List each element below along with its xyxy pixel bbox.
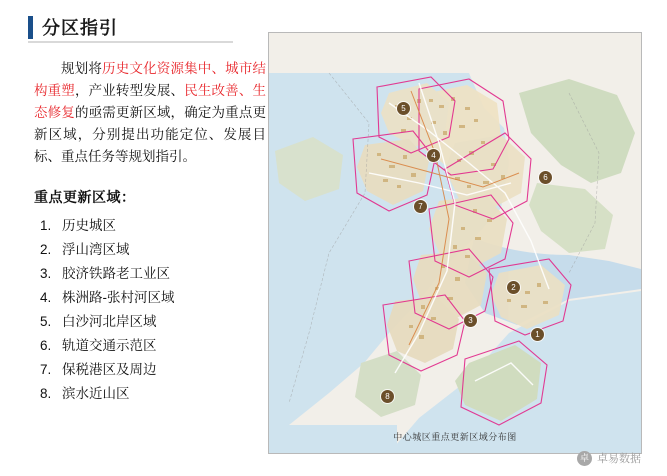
list-item-label: 株洲路-张村河区域 bbox=[62, 290, 175, 305]
list-item bbox=[34, 238, 266, 262]
map-panel bbox=[268, 32, 642, 454]
map-marker-5[interactable]: 5 bbox=[397, 102, 410, 115]
list-item bbox=[34, 382, 266, 406]
map-marker-6[interactable]: 6 bbox=[539, 171, 552, 184]
map-marker-7[interactable]: 7 bbox=[414, 200, 427, 213]
list-item bbox=[34, 310, 266, 334]
intro-segment-3: 民生改善、生态修复 bbox=[34, 83, 266, 120]
list-item-number: 1. bbox=[40, 218, 52, 233]
brand-name: 卓易数据 bbox=[597, 453, 641, 465]
page-title bbox=[28, 14, 118, 40]
list-item-label: 浮山湾区域 bbox=[62, 242, 130, 257]
list-item-number: 7. bbox=[40, 362, 52, 377]
list-item bbox=[34, 262, 266, 286]
map-marker-2[interactable]: 2 bbox=[507, 281, 520, 294]
map-marker-1[interactable]: 1 bbox=[531, 328, 544, 341]
content-column bbox=[34, 58, 266, 406]
map-caption: 中心城区重点更新区域分布图 bbox=[393, 432, 517, 442]
list-item-number: 3. bbox=[40, 266, 52, 281]
list-item-label: 轨道交通示范区 bbox=[62, 338, 157, 353]
intro-paragraph bbox=[34, 58, 266, 168]
list-item bbox=[34, 334, 266, 358]
list-item bbox=[34, 358, 266, 382]
list-item-number: 2. bbox=[40, 242, 52, 257]
map-marker-3[interactable]: 3 bbox=[464, 314, 477, 327]
intro-segment-0: 规划将 bbox=[61, 61, 103, 76]
intro-segment-1: 历史文化资源集中、城市结构重塑 bbox=[34, 61, 267, 98]
list-item-label: 白沙河北岸区域 bbox=[62, 314, 157, 329]
intro-segment-2: ，产业转型发展、 bbox=[74, 83, 185, 98]
title-divider bbox=[28, 41, 233, 43]
list-item-number: 4. bbox=[40, 290, 52, 305]
list-item bbox=[34, 214, 266, 238]
list-item bbox=[34, 286, 266, 310]
list-item-label: 保税港区及周边 bbox=[62, 362, 157, 377]
title-accent-bar bbox=[28, 16, 33, 39]
map-marker-4[interactable]: 4 bbox=[427, 149, 440, 162]
footer-brand bbox=[577, 450, 641, 466]
intro-segment-4: 的亟需更新区域，确定为重点更新区域，分别提出功能定位、发展目标、重点任务等规划指引。 bbox=[34, 105, 266, 164]
map-marker-8[interactable]: 8 bbox=[381, 390, 394, 403]
region-list-heading: 重点更新区域： bbox=[34, 189, 136, 205]
city-planning-map bbox=[269, 33, 641, 453]
list-item-number: 6. bbox=[40, 338, 52, 353]
brand-logo-icon: 卓 bbox=[577, 451, 592, 466]
page-title-text: 分区指引 bbox=[42, 18, 118, 38]
list-item-number: 5. bbox=[40, 314, 52, 329]
list-item-label: 历史城区 bbox=[62, 218, 116, 233]
list-item-number: 8. bbox=[40, 386, 52, 401]
region-list bbox=[34, 214, 266, 406]
list-item-label: 滨水近山区 bbox=[62, 386, 130, 401]
list-item-label: 胶济铁路老工业区 bbox=[62, 266, 170, 281]
